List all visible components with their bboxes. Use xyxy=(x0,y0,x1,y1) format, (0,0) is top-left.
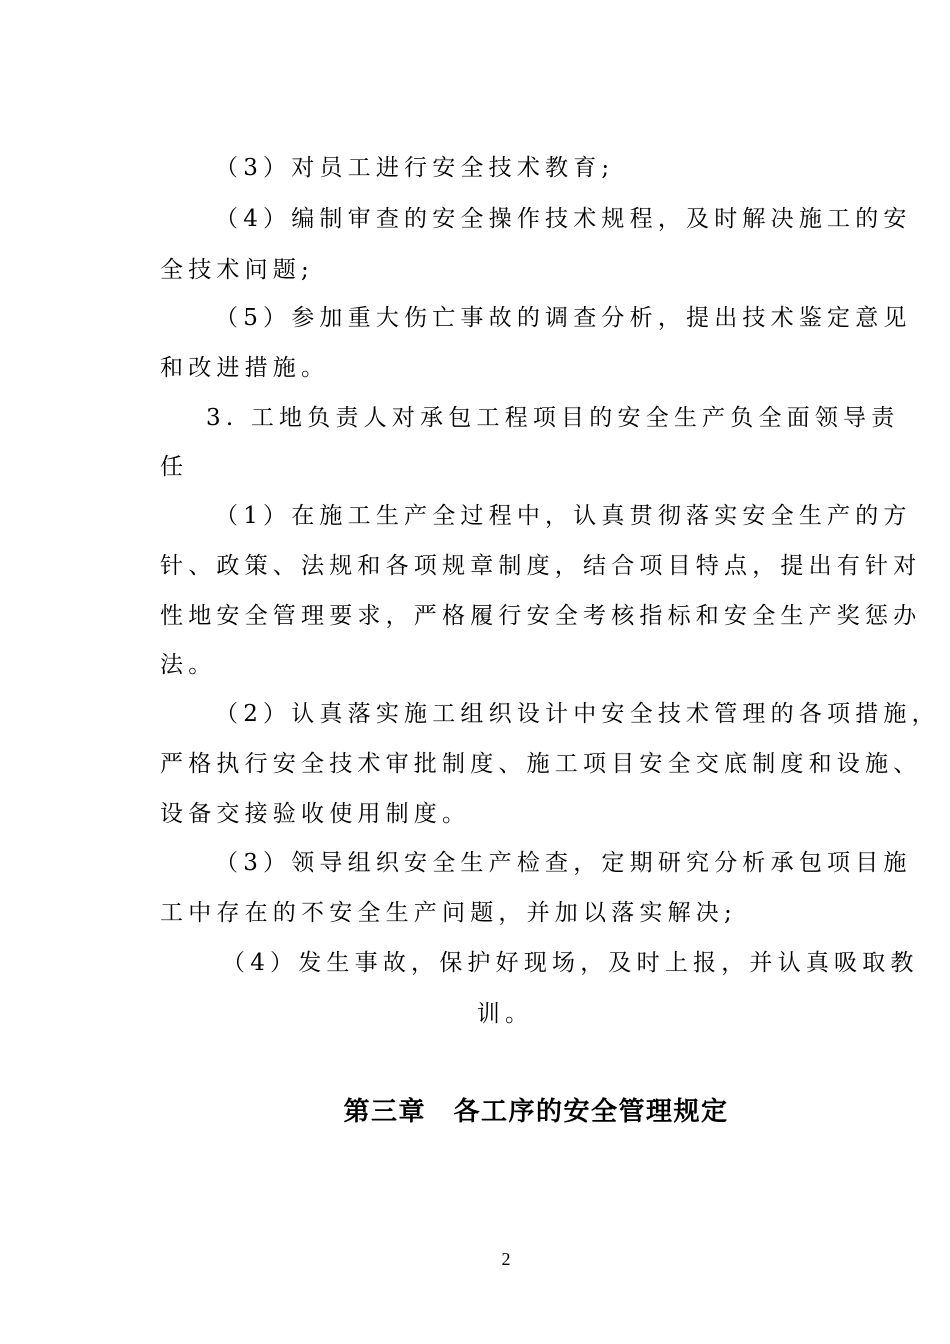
paragraph-line: 严格执行安全技术审批制度、施工项目安全交底制度和设施、 xyxy=(160,751,922,777)
page-number: 2 xyxy=(501,1249,511,1269)
paragraph-line: （2）认真落实施工组织设计中安全技术管理的各项措施， xyxy=(215,701,940,727)
paragraph-line: 针、政策、法规和各项规章制度，结合项目特点，提出有针对 xyxy=(160,553,922,579)
chapter-title: 第三章 各工序的安全管理规定 xyxy=(343,1097,729,1127)
paragraph-line: （3）领导组织安全生产检查，定期研究分析承包项目施 xyxy=(215,850,912,876)
paragraph-line: 训。 xyxy=(476,1001,534,1027)
paragraph-line: （4）编制审查的安全操作技术规程，及时解决施工的安 xyxy=(215,206,912,232)
paragraph-line: （5）参加重大伤亡事故的调查分析，提出技术鉴定意见 xyxy=(215,305,912,331)
paragraph-line: 法。 xyxy=(160,652,217,678)
paragraph-line: 性地安全管理要求，严格履行安全考核指标和安全生产奖惩办 xyxy=(160,603,922,629)
paragraph-line: 设备交接验收使用制度。 xyxy=(160,801,471,827)
paragraph-line: （4）发生事故，保护好现场，及时上报，并认真吸取教 xyxy=(222,950,919,976)
section-heading-line: 任 xyxy=(160,454,189,480)
paragraph-line: 工中存在的不安全生产问题，并加以落实解决; xyxy=(160,900,737,926)
section-heading-line: 3. 工地负责人对承包工程项目的安全生产负全面领导责 xyxy=(206,405,900,431)
paragraph-line: （1）在施工生产全过程中，认真贯彻落实安全生产的方 xyxy=(215,503,912,529)
paragraph-line: 全技术问题; xyxy=(160,257,314,283)
paragraph-line: （3）对员工进行安全技术教育; xyxy=(215,155,615,181)
paragraph-line: 和改进措施。 xyxy=(160,355,330,381)
